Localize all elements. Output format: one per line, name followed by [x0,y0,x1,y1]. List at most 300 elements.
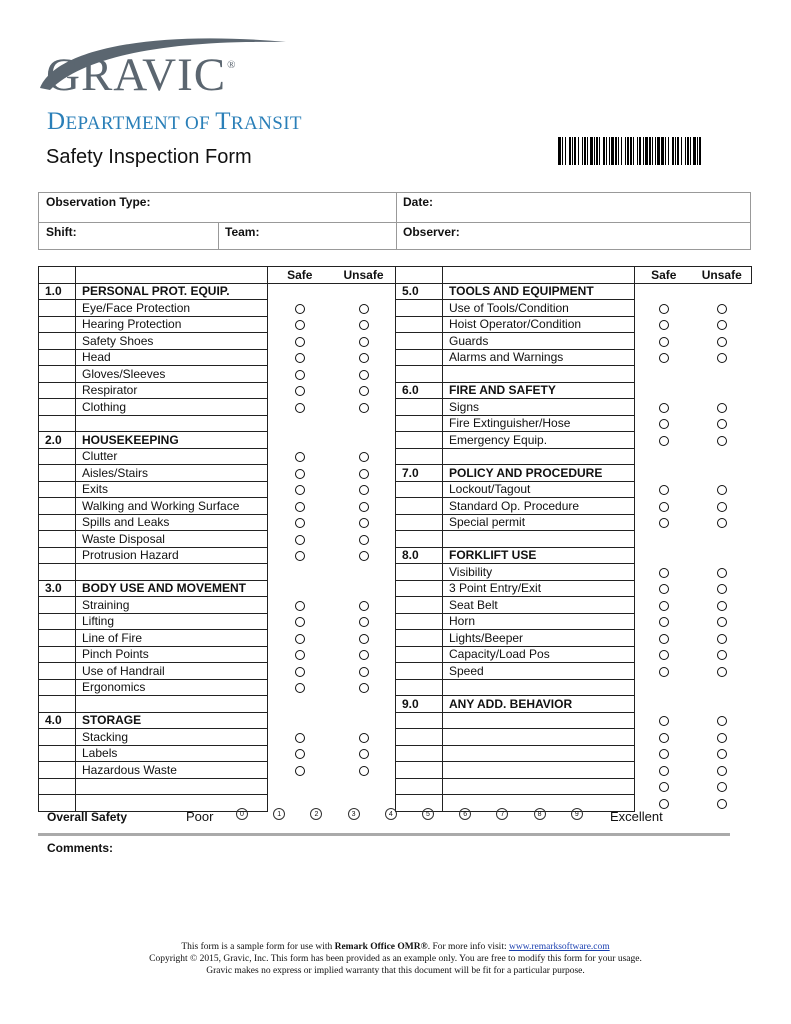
safe-bubble[interactable] [659,617,669,627]
item-label: Hazardous Waste [76,762,268,779]
section-number [39,564,76,581]
shift-field[interactable]: Shift: [46,225,77,239]
item-label: Straining [76,597,268,614]
column-header-row [39,267,396,284]
safe-bubble[interactable] [295,518,305,528]
unsafe-bubble[interactable] [359,766,369,776]
barcode-bar [681,137,682,165]
barcode-bar [599,137,600,165]
unsafe-bubble[interactable] [717,518,727,528]
checklist-row [39,679,396,696]
section-number [39,366,76,383]
item-label: Safety Shoes [76,333,268,350]
section-number [39,448,76,465]
unsafe-bubble[interactable] [717,337,727,347]
observer-field[interactable]: Observer: [403,225,460,239]
section-number [39,465,76,482]
barcode-bar [627,137,629,165]
item-label: Clutter [76,448,268,465]
section-number [39,498,76,515]
unsafe-bubble[interactable] [717,766,727,776]
item-label: Respirator [76,382,268,399]
section-header-row [39,712,396,729]
safe-bubble[interactable] [295,733,305,743]
barcode-bar [649,137,651,165]
safe-bubble[interactable] [659,716,669,726]
section-number [396,679,443,696]
safe-bubble[interactable] [295,386,305,396]
unsafe-bubble[interactable] [359,304,369,314]
section-number: 7.0 [396,465,443,482]
section-number [396,580,443,597]
safe-bubble[interactable] [659,403,669,413]
item-label: Standard Op. Procedure [443,498,635,515]
section-number [39,399,76,416]
item-label: Capacity/Load Pos [443,646,635,663]
section-number [39,316,76,333]
checklist-left [38,266,396,812]
checklist-row [39,762,396,779]
section-number [39,745,76,762]
safe-bubble[interactable] [295,650,305,660]
safe-bubble[interactable] [659,304,669,314]
safe-bubble[interactable] [295,634,305,644]
item-label: Ergonomics [76,679,268,696]
safe-bubble[interactable] [295,667,305,677]
checklist-row [39,564,396,581]
barcode-bar [578,137,579,165]
checklist-row [39,613,396,630]
checklist-row [39,333,396,350]
item-label: Line of Fire [76,630,268,647]
checklist-row [396,729,752,746]
item-label [443,745,635,762]
barcode-bar [655,137,656,165]
item-label: Waste Disposal [76,531,268,548]
checklist-row [39,498,396,515]
item-label: Signs [443,399,635,416]
unsafe-bubble[interactable] [717,799,727,809]
barcode-bar [693,137,696,165]
safe-bubble[interactable] [659,766,669,776]
unsafe-bubble[interactable] [359,469,369,479]
unsafe-bubble[interactable] [717,650,727,660]
barcode-bar [697,137,698,165]
checklist-row [39,696,396,713]
barcode [556,137,706,165]
unsafe-bubble[interactable] [359,320,369,330]
barcode-bar [606,137,607,165]
item-label: Head [76,349,268,366]
item-label: Clothing [76,399,268,416]
safe-bubble[interactable] [295,551,305,561]
barcode-bar [621,137,622,165]
item-label [443,729,635,746]
section-number [39,762,76,779]
section-header-row [396,465,752,482]
unsafe-bubble[interactable] [717,716,727,726]
safe-bubble[interactable] [295,370,305,380]
checklist-row [396,564,752,581]
unsafe-bubble[interactable] [717,353,727,363]
barcode-bar [565,137,566,165]
section-number [39,349,76,366]
safe-bubble[interactable] [659,634,669,644]
unsafe-bubble[interactable] [717,782,727,792]
checklist-row [39,514,396,531]
checklist-row [39,415,396,432]
rating-bubble-7[interactable]: 7 [496,808,508,820]
unsafe-column-header: Unsafe [332,267,396,284]
section-number [39,679,76,696]
checklist-row [396,399,752,416]
checklist-row [396,448,752,465]
safe-bubble[interactable] [659,584,669,594]
item-label [443,712,635,729]
safe-bubble[interactable] [659,337,669,347]
unsafe-bubble[interactable] [717,584,727,594]
section-number [396,300,443,317]
unsafe-bubble[interactable] [717,634,727,644]
barcode-bar [615,137,617,165]
unsafe-bubble[interactable] [359,485,369,495]
section-number [396,481,443,498]
safe-bubble[interactable] [295,683,305,693]
safe-bubble[interactable] [659,782,669,792]
barcode-bar [569,137,571,165]
barcode-bar [603,137,605,165]
checklist-row [396,415,752,432]
barcode-bar [594,137,595,165]
section-number [396,415,443,432]
item-label: Hoist Operator/Condition [443,316,635,333]
barcode-bar [643,137,644,165]
section-number [39,415,76,432]
item-label: Protrusion Hazard [76,547,268,564]
item-label [443,762,635,779]
checklist-row [396,498,752,515]
department-name: DEPARTMENT OF TRANSIT [47,108,302,135]
checklist-row [396,580,752,597]
item-label [76,564,268,581]
unsafe-bubble[interactable] [359,353,369,363]
item-label: BODY USE AND MOVEMENT [76,580,268,597]
rating-bubble-8[interactable]: 8 [534,808,546,820]
barcode-bar [645,137,648,165]
item-label: Fire Extinguisher/Hose [443,415,635,432]
safe-bubble[interactable] [295,766,305,776]
checklist-row [39,366,396,383]
item-label: Guards [443,333,635,350]
unsafe-bubble[interactable] [359,634,369,644]
safe-bubble[interactable] [295,749,305,759]
checklist-row [39,547,396,564]
item-label [443,778,635,795]
checklist-row [39,795,396,812]
section-number: 5.0 [396,283,443,300]
team-field[interactable]: Team: [225,225,260,239]
item-label: POLICY AND PROCEDURE [443,465,635,482]
safe-bubble[interactable] [295,403,305,413]
safe-bubble[interactable] [659,799,669,809]
section-number [396,613,443,630]
item-label: Walking and Working Surface [76,498,268,515]
checklist-row [39,382,396,399]
checklist-row [396,712,752,729]
item-label: Use of Tools/Condition [443,300,635,317]
barcode-bar [562,137,563,165]
section-header-row [396,547,752,564]
unsafe-bubble[interactable] [359,617,369,627]
unsafe-bubble[interactable] [717,601,727,611]
section-number [396,597,443,614]
item-label [443,679,635,696]
checklist-row [39,531,396,548]
section-number [39,630,76,647]
unsafe-bubble[interactable] [717,749,727,759]
safe-bubble[interactable] [295,617,305,627]
unsafe-column-header: Unsafe [693,267,752,284]
checklist-row [396,613,752,630]
unsafe-bubble[interactable] [717,403,727,413]
checklist-row [396,366,752,383]
checklist-right [395,266,752,812]
unsafe-bubble[interactable] [717,568,727,578]
unsafe-bubble[interactable] [359,452,369,462]
unsafe-bubble[interactable] [359,551,369,561]
safe-bubble[interactable] [659,733,669,743]
date-field[interactable]: Date: [403,195,434,209]
rating-bubble-5[interactable]: 5 [422,808,434,820]
safe-bubble[interactable] [295,601,305,611]
item-label: Use of Handrail [76,663,268,680]
checklist-row [39,663,396,680]
unsafe-bubble[interactable] [359,370,369,380]
item-label: FIRE AND SAFETY [443,382,635,399]
item-label [76,415,268,432]
section-number [396,646,443,663]
observation-type-field[interactable]: Observation Type: [46,195,151,209]
item-label: Alarms and Warnings [443,349,635,366]
unsafe-bubble[interactable] [717,667,727,677]
section-number [396,729,443,746]
unsafe-bubble[interactable] [359,733,369,743]
section-number: 6.0 [396,382,443,399]
footer-disclaimer: This form is a sample form for use with Remark Office OMR®. For more info visit: www.remarksoftware.com Copyright © 2015, Gravic, Inc. This form has been provided as an example only. You are free to modify this form for your usage. Gravic makes no express or implied warranty that this document will be fit for a particular purpose. [149,942,642,976]
checklist-row [396,300,752,317]
checklist-row [39,729,396,746]
safe-bubble[interactable] [659,419,669,429]
checklist-row [396,349,752,366]
item-label: 3 Point Entry/Exit [443,580,635,597]
item-label: ANY ADD. BEHAVIOR [443,696,635,713]
barcode-bar [611,137,614,165]
checklist-row [39,448,396,465]
rating-bubble-2[interactable]: 2 [310,808,322,820]
item-label: Gloves/Sleeves [76,366,268,383]
section-number [39,778,76,795]
safe-bubble[interactable] [659,320,669,330]
section-number [396,712,443,729]
section-number [396,564,443,581]
safe-bubble[interactable] [659,502,669,512]
checklist-row [396,679,752,696]
unsafe-bubble[interactable] [717,436,727,446]
checklist-row [39,481,396,498]
rating-bubble-6[interactable]: 6 [459,808,471,820]
barcode-bar [587,137,588,165]
section-number [39,663,76,680]
checklist-row [396,597,752,614]
safe-bubble[interactable] [295,320,305,330]
item-label: Lights/Beeper [443,630,635,647]
section-number [396,531,443,548]
unsafe-bubble[interactable] [359,683,369,693]
barcode-bar [690,137,691,165]
checklist-row [39,778,396,795]
safe-bubble[interactable] [659,601,669,611]
checklist-row [39,646,396,663]
barcode-bar [637,137,638,165]
section-number: 1.0 [39,283,76,300]
section-header-row [396,283,752,300]
barcode-bar [572,137,573,165]
unsafe-bubble[interactable] [717,733,727,743]
safe-bubble[interactable] [295,452,305,462]
item-label: PERSONAL PROT. EQUIP. [76,283,268,300]
item-label: Lifting [76,613,268,630]
barcode-bar [633,137,634,165]
item-label: Horn [443,613,635,630]
section-header-row [39,580,396,597]
section-number [39,547,76,564]
remark-software-link[interactable]: www.remarksoftware.com [508,942,610,952]
safe-bubble[interactable] [295,535,305,545]
barcode-bar [661,137,664,165]
barcode-bar [618,137,619,165]
item-label: Pinch Points [76,646,268,663]
rating-bubble-3[interactable]: 3 [348,808,360,820]
safe-bubble[interactable] [295,353,305,363]
safe-column-header: Safe [635,267,693,284]
item-label [76,778,268,795]
item-label: FORKLIFT USE [443,547,635,564]
section-number [39,795,76,812]
excellent-label: Excellent [610,809,663,824]
unsafe-bubble[interactable] [359,667,369,677]
checklist-row [39,300,396,317]
comments-label: Comments: [47,841,114,855]
safe-bubble[interactable] [295,502,305,512]
barcode-bar [584,137,586,165]
section-header-row [396,382,752,399]
section-number [39,514,76,531]
rating-bubble-1[interactable]: 1 [273,808,285,820]
unsafe-bubble[interactable] [359,518,369,528]
item-label: Labels [76,745,268,762]
barcode-bar [590,137,593,165]
unsafe-bubble[interactable] [717,485,727,495]
checklist-row [396,762,752,779]
barcode-bar [657,137,660,165]
section-number: 2.0 [39,432,76,449]
section-number: 4.0 [39,712,76,729]
barcode-bar [675,137,676,165]
unsafe-bubble[interactable] [359,601,369,611]
rating-bubble-9[interactable]: 9 [571,808,583,820]
checklist-row [396,745,752,762]
checklist-row [396,778,752,795]
unsafe-bubble[interactable] [717,304,727,314]
safe-bubble[interactable] [659,568,669,578]
section-number [396,316,443,333]
rating-bubble-4[interactable]: 4 [385,808,397,820]
barcode-bar [677,137,679,165]
section-number [396,333,443,350]
barcode-bar [630,137,632,165]
barcode-bar [672,137,674,165]
unsafe-bubble[interactable] [717,617,727,627]
unsafe-bubble[interactable] [359,749,369,759]
barcode-bar [596,137,598,165]
section-number [396,498,443,515]
unsafe-bubble[interactable] [717,419,727,429]
section-number [396,630,443,647]
section-header-row [396,696,752,713]
safe-bubble[interactable] [295,337,305,347]
safe-bubble[interactable] [295,304,305,314]
unsafe-bubble[interactable] [359,650,369,660]
item-label: Special permit [443,514,635,531]
item-label: Lockout/Tagout [443,481,635,498]
safe-bubble[interactable] [295,485,305,495]
safe-bubble[interactable] [659,749,669,759]
section-number [39,597,76,614]
item-label: Emergency Equip. [443,432,635,449]
barcode-bar [574,137,576,165]
unsafe-bubble[interactable] [359,535,369,545]
unsafe-bubble[interactable] [717,502,727,512]
section-number [396,399,443,416]
section-number [39,300,76,317]
section-number [396,349,443,366]
safe-bubble[interactable] [659,650,669,660]
barcode-bar [625,137,626,165]
unsafe-bubble[interactable] [359,403,369,413]
unsafe-bubble[interactable] [359,502,369,512]
unsafe-bubble[interactable] [359,337,369,347]
item-label: Speed [443,663,635,680]
section-number [39,333,76,350]
barcode-bar [558,137,561,165]
section-number [396,778,443,795]
safe-bubble[interactable] [659,353,669,363]
safe-bubble[interactable] [659,518,669,528]
item-label [443,448,635,465]
safe-bubble[interactable] [659,436,669,446]
unsafe-bubble[interactable] [717,320,727,330]
safe-bubble[interactable] [659,485,669,495]
section-number: 9.0 [396,696,443,713]
safe-bubble[interactable] [295,469,305,479]
unsafe-bubble[interactable] [359,386,369,396]
item-label: STORAGE [76,712,268,729]
safe-column-header: Safe [268,267,332,284]
section-number [396,762,443,779]
safe-bubble[interactable] [659,667,669,677]
item-label [76,696,268,713]
rating-bubble-0[interactable]: 0 [236,808,248,820]
